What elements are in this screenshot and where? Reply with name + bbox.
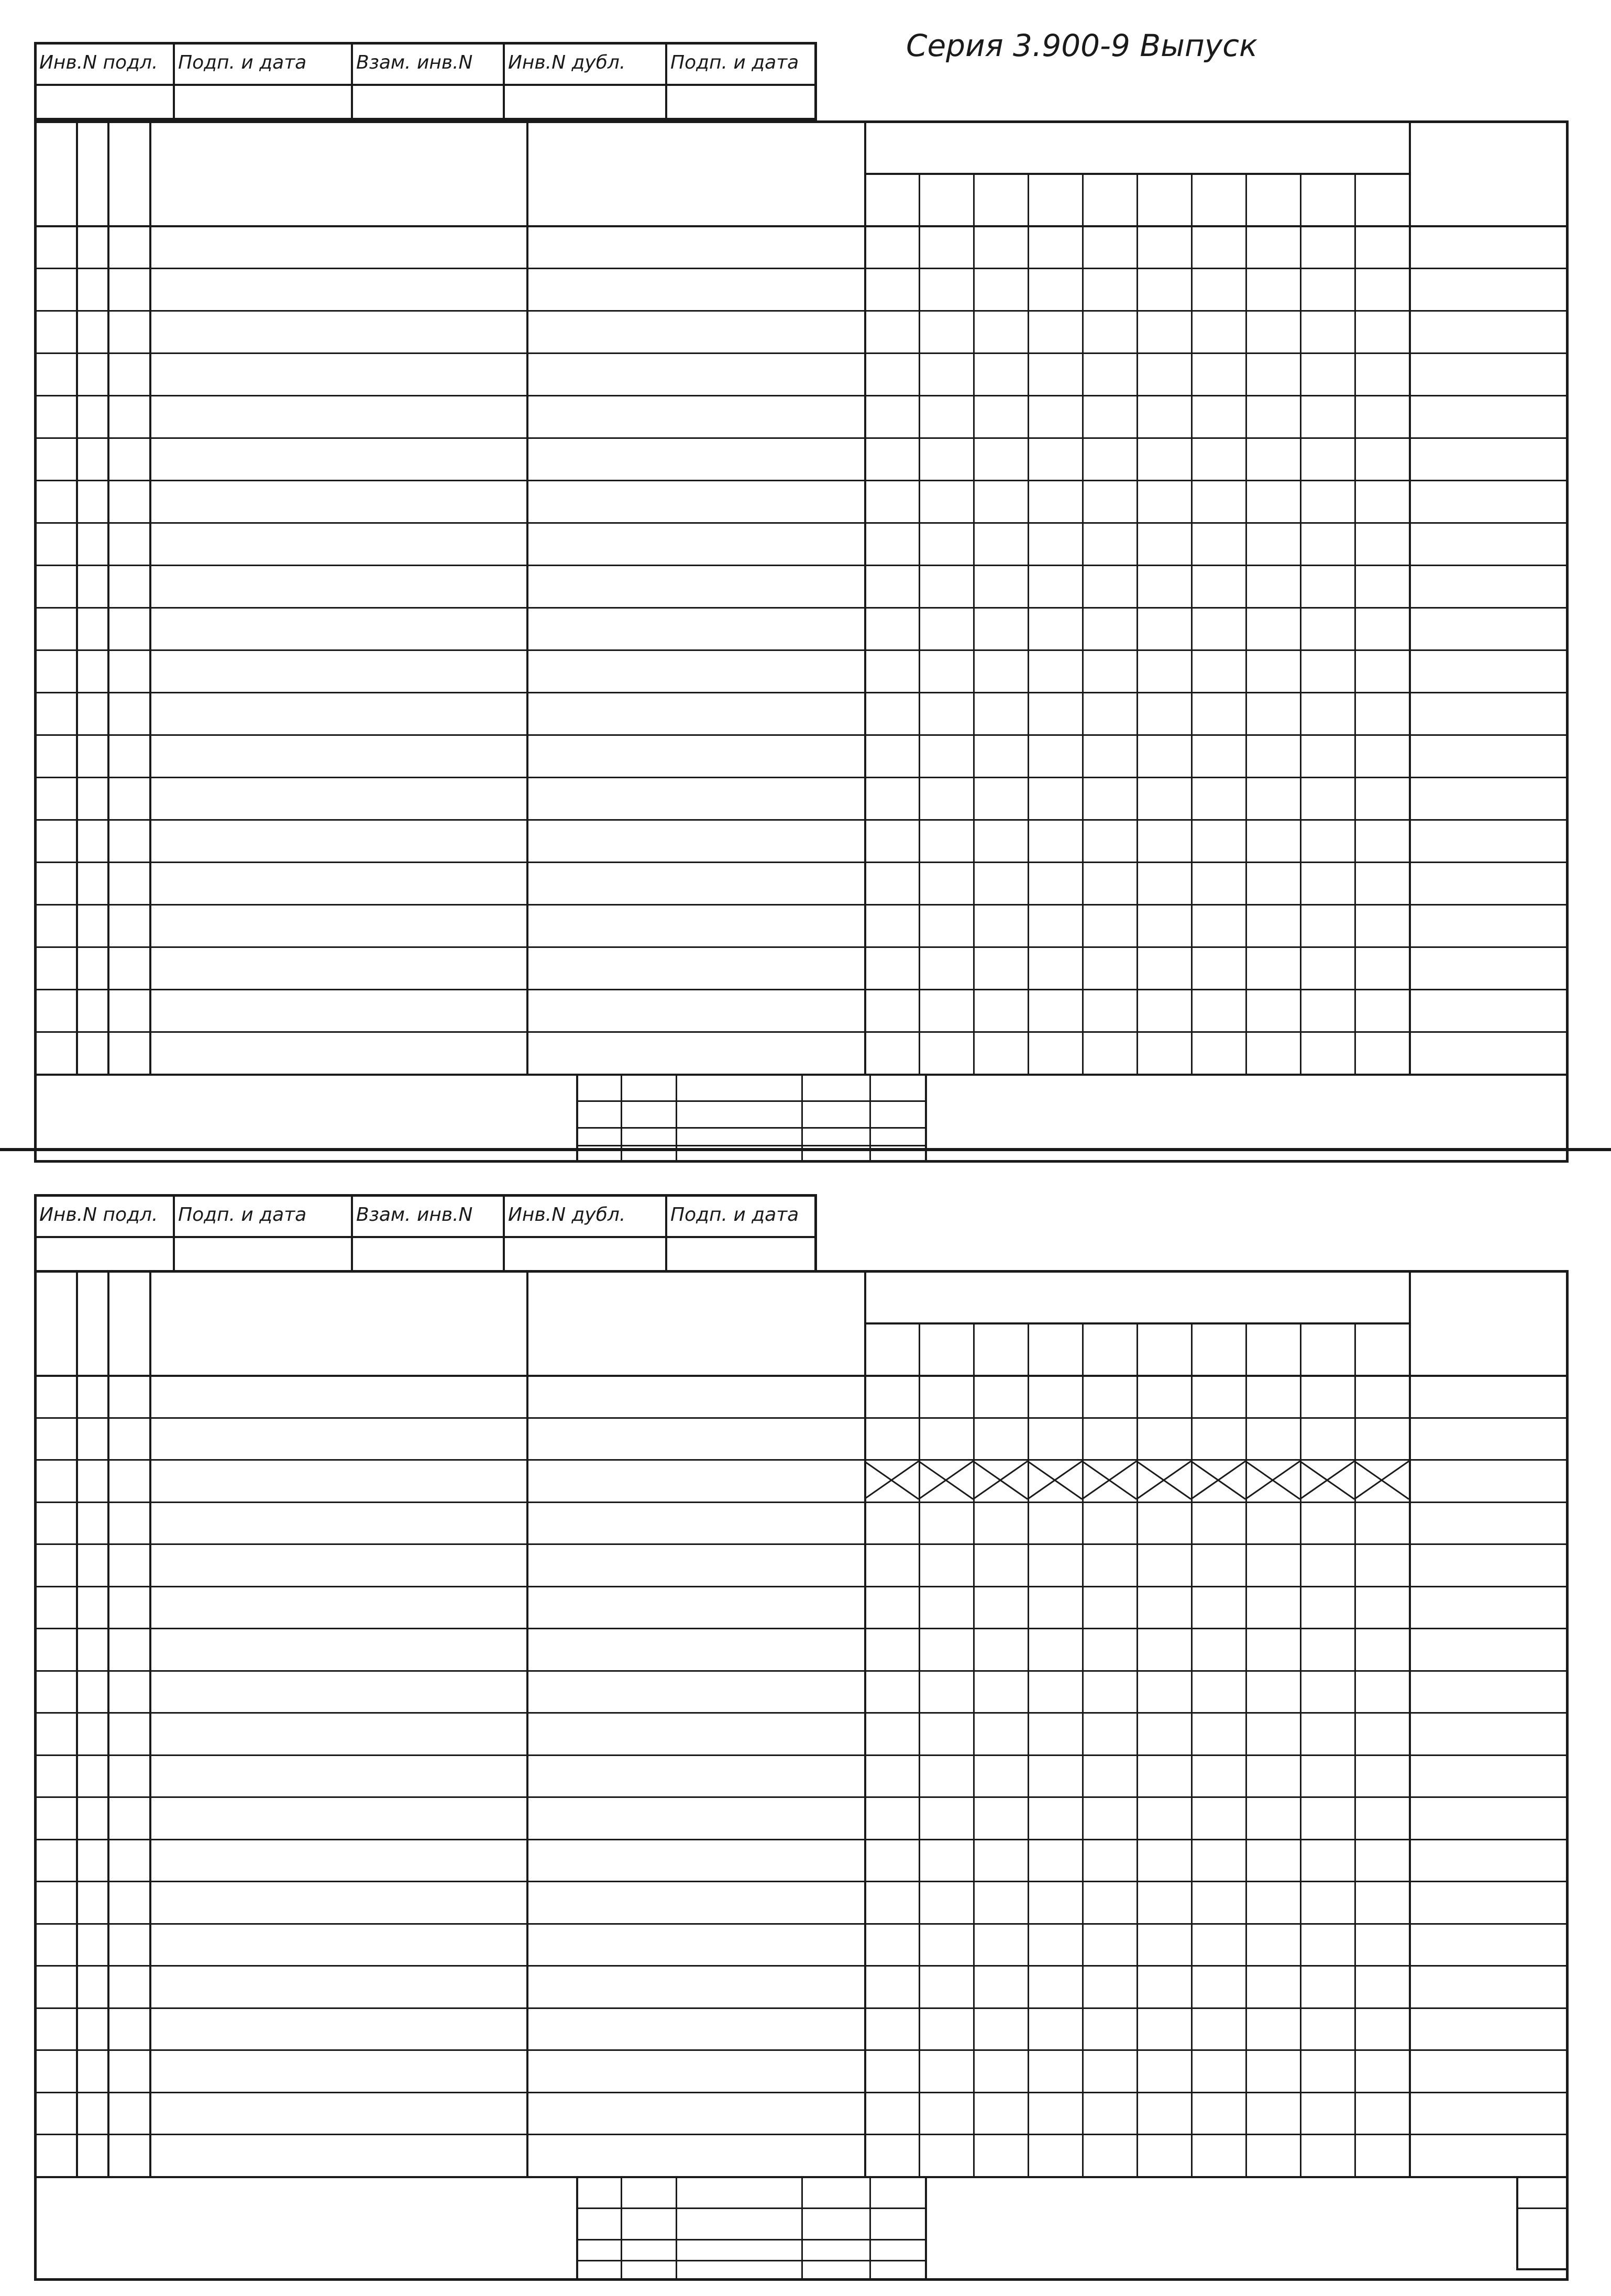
- table-row-line: [34, 2049, 1569, 2051]
- title-block-col: [676, 1074, 677, 1163]
- title-block-col: [801, 1074, 803, 1163]
- column-line: [149, 120, 151, 1074]
- stamp-col-line: [173, 42, 175, 120]
- crossed-out-cells: [864, 1459, 1409, 1502]
- table-row-line: [34, 522, 1569, 524]
- exec-col-line: [1136, 173, 1138, 1074]
- table-row-line: [34, 649, 1569, 651]
- title-block-row: [576, 2207, 927, 2209]
- title-block-col: [869, 2176, 871, 2281]
- table-row-line: [34, 437, 1569, 439]
- title-block-col: [621, 2176, 622, 2281]
- header-bottom-line: [34, 225, 1569, 227]
- table-row-line: [34, 777, 1569, 778]
- table-row-line: [34, 904, 1569, 906]
- title-block-row: [576, 1127, 927, 1129]
- table-row-line: [34, 2134, 1569, 2135]
- table-row-line: [34, 1839, 1569, 1840]
- exec-col-line: [1300, 1322, 1301, 2176]
- stamp-label-4: Подп. и дата: [670, 52, 799, 73]
- exec-col-line: [1191, 1322, 1193, 2176]
- column-line: [76, 1270, 78, 2176]
- table-row-line: [34, 2092, 1569, 2093]
- stamp-label-2: Взам. инв.N: [356, 1204, 473, 1226]
- column-line: [107, 120, 109, 1074]
- column-line: [1409, 1270, 1411, 2176]
- column-line: [526, 120, 528, 1074]
- stamp-divider: [34, 1236, 817, 1238]
- table-row-line: [34, 1543, 1569, 1545]
- column-line: [1409, 120, 1411, 1074]
- table-row-line: [34, 565, 1569, 566]
- table-row-line: [34, 1417, 1569, 1419]
- table-row-line: [34, 1881, 1569, 1882]
- stamp-col-line: [351, 1194, 353, 1273]
- exec-col-line: [973, 1322, 975, 2176]
- spec-table-frame: [34, 1270, 1569, 2281]
- exec-col-line: [1136, 1322, 1138, 2176]
- table-row-line: [34, 607, 1569, 609]
- stamp-col-line: [503, 1194, 505, 1273]
- title-block-col: [801, 2176, 803, 2281]
- table-row-line: [34, 1628, 1569, 1629]
- table-row-line: [34, 1670, 1569, 1672]
- title-block-col: [621, 1074, 622, 1163]
- stamp-col-line: [665, 1194, 667, 1273]
- stamp-col-line: [351, 42, 353, 120]
- spec-sheet-2: [0, 1152, 1611, 2296]
- exec-col-line: [1245, 1322, 1247, 2176]
- column-line: [864, 120, 866, 1074]
- table-row-line: [34, 2007, 1569, 2009]
- stamp-col-line: [173, 1194, 175, 1273]
- spec-sheet-1: [0, 0, 1611, 1147]
- exec-col-line: [1354, 173, 1356, 1074]
- spec-table-frame: [34, 120, 1569, 1163]
- table-row-line: [34, 1502, 1569, 1503]
- exec-col-line: [1082, 173, 1084, 1074]
- table-row-line: [34, 1923, 1569, 1925]
- title-block-stamp: [576, 1074, 927, 1163]
- stamp-label-0: Инв.N подл.: [39, 52, 158, 73]
- stamp-label-2: Взам. инв.N: [356, 52, 473, 73]
- column-line: [864, 1270, 866, 2176]
- stamp-label-4: Подп. и дата: [670, 1204, 799, 1226]
- title-block-col: [676, 2176, 677, 2281]
- table-row-line: [34, 734, 1569, 736]
- sheet-number-divider: [1516, 2207, 1569, 2209]
- column-line: [76, 120, 78, 1074]
- table-row-line: [34, 1586, 1569, 1587]
- table-row-line: [34, 352, 1569, 354]
- table-row-line: [34, 1754, 1569, 1756]
- stamp-divider: [34, 84, 817, 86]
- table-row-line: [34, 480, 1569, 481]
- stamp-label-3: Инв.N дубл.: [508, 52, 626, 73]
- table-row-line: [34, 989, 1569, 990]
- exec-col-line: [919, 1322, 920, 2176]
- title-block-row: [576, 2260, 927, 2261]
- exec-col-line: [1300, 173, 1301, 1074]
- table-row-line: [34, 268, 1569, 269]
- table-row-line: [34, 310, 1569, 312]
- exec-col-line: [1245, 173, 1247, 1074]
- title-block-row: [576, 2239, 927, 2240]
- exec-col-line: [1028, 173, 1029, 1074]
- title-block-row: [576, 1100, 927, 1102]
- exec-col-line: [1354, 1322, 1356, 2176]
- title-block-row: [576, 1145, 927, 1146]
- table-row-line: [34, 1796, 1569, 1798]
- table-row-line: [34, 819, 1569, 821]
- exec-col-line: [1191, 173, 1193, 1074]
- table-row-line: [34, 862, 1569, 863]
- stamp-label-0: Инв.N подл.: [39, 1204, 158, 1226]
- title-block-stamp: [576, 2176, 927, 2281]
- table-row-line: [34, 1031, 1569, 1033]
- exec-col-line: [973, 173, 975, 1074]
- series-note: Серия 3.900-9 Выпуск: [906, 28, 1258, 63]
- table-row-line: [34, 395, 1569, 396]
- stamp-label-1: Подп. и дата: [178, 52, 307, 73]
- table-row-line: [34, 1712, 1569, 1714]
- exec-col-line: [1028, 1322, 1029, 2176]
- exec-col-line: [1082, 1322, 1084, 2176]
- column-line: [526, 1270, 528, 2176]
- column-line: [149, 1270, 151, 2176]
- column-line: [107, 1270, 109, 2176]
- stamp-col-line: [503, 42, 505, 120]
- table-row-line: [34, 1965, 1569, 1967]
- stamp-col-line: [665, 42, 667, 120]
- exec-col-line: [919, 173, 920, 1074]
- stamp-label-1: Подп. и дата: [178, 1204, 307, 1226]
- title-block-col: [869, 1074, 871, 1163]
- table-row-line: [34, 946, 1569, 948]
- header-bottom-line: [34, 1375, 1569, 1377]
- sheet-number-box: [1516, 2176, 1569, 2270]
- table-row-line: [34, 692, 1569, 693]
- stamp-label-3: Инв.N дубл.: [508, 1204, 626, 1226]
